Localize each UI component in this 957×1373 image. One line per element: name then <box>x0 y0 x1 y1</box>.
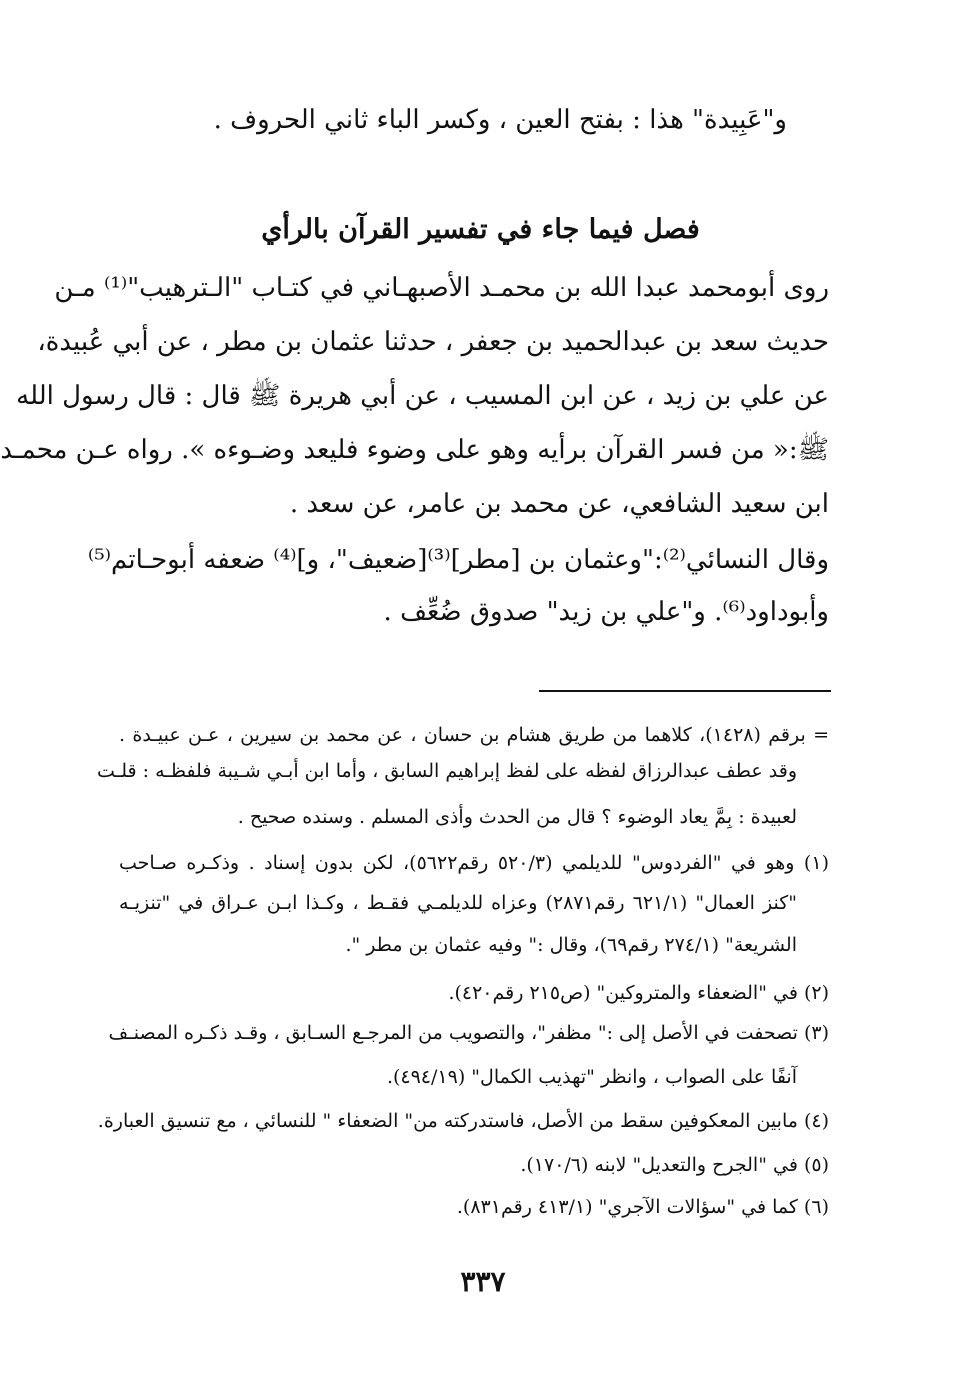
paragraph-line: حديث سعد بن عبدالحميد بن جعفر ، حدثنا عثمان بن مطر ، عن أبي عُبيدة، <box>37 327 829 357</box>
paragraph-line: عن علي بن زيد ، عن ابن المسيب ، عن أبي هريرة ﷺ قال : قال رسول الله <box>16 381 829 411</box>
paragraph-line: ﷺ:« من فسر القرآن برأيه وهو على وضوء فليعد وضـوءه ». رواه عـن محمـد <box>0 435 829 465</box>
footnote-6: (٦) كما في "سؤالات الآجري" (٤١٣/١ رقم٨٣١). <box>456 1196 829 1218</box>
paragraph-line: روى أبومحمد عبدا الله بن محمـد الأصبهـاني في كتـاب "الـترهيب"⁽¹⁾ مـن <box>54 273 829 303</box>
footnote-line: "كنز العمال" (٦٢١/١ رقم٢٨٧١) وعزاه للديلمـي فقـط ، وكـذا ابـن عـراق في "تنزيـه <box>119 892 797 914</box>
footnote-2: (٢) في "الضعفاء والمتروكين" (ص٢١٥ رقم٤٢٠). <box>448 982 829 1004</box>
paragraph-line: وقال النسائي⁽²⁾:"وعثمان بن [مطر]⁽³⁾[ضعيف"، و]⁽⁴⁾ ضعفه أبوحـاتم⁽⁵⁾ <box>87 545 829 575</box>
footnote-line: = برقم (١٤٢٨)، كلاهما من طريق هشام بن حسان ، عن محمد بن سيرين ، عـن عبيـدة . <box>119 724 829 746</box>
section-title: فصل فيما جاء في تفسير القرآن بالرأي <box>261 214 700 245</box>
paragraph-line: ابن سعيد الشافعي، عن محمد بن عامر، عن سعد . <box>289 489 829 519</box>
footnote-3: (٣) تصحفت في الأصل إلى :" مظفر"، والتصويب من المرجـع السـابق ، وقـد ذكـره المصنـف <box>108 1022 829 1044</box>
footnote-1: (١) وهو في "الفردوس" للديلمي (٥٢٠/٣ رقم٥٦٢٢)، لكن بدون إسناد . وذكـره صـاحب <box>119 852 829 874</box>
footnote-5: (٥) في "الجرح والتعديل" لابنه (١٧٠/٦). <box>520 1154 829 1176</box>
footnote-separator <box>539 690 831 692</box>
paragraph-line: وأبوداود⁽⁶⁾. و"علي بن زيد" صدوق ضُعِّف . <box>383 597 829 627</box>
page-number: ٣٣٧ <box>460 1265 506 1298</box>
footnote-line: لعبيدة : بِمَّ يعاد الوضوء ؟ قال من الحدث وأذى المسلم . وسنده صحيح . <box>237 806 797 828</box>
footnote-4: (٤) مابين المعكوفين سقط من الأصل، فاستدركته من" الضعفاء " للنسائي ، مع تنسيق العبارة. <box>97 1110 829 1132</box>
footnote-line: الشريعة" (٢٧٤/١ رقم٦٩)، وقال :" وفيه عثمان بن مطر ". <box>345 934 797 956</box>
footnote-line: وقد عطف عبدالرزاق لفظه على لفظ إبراهيم السابق ، وأما ابن أبـي شـيبة فلفظـه : قلـت <box>97 760 797 782</box>
intro-line: و"عَبِيدة" هذا : بفتح العين ، وكسر الباء ثاني الحروف . <box>213 105 787 135</box>
footnote-line: آنفًا على الصواب ، وانظر "تهذيب الكمال" (٤٩٤/١٩). <box>386 1066 797 1088</box>
